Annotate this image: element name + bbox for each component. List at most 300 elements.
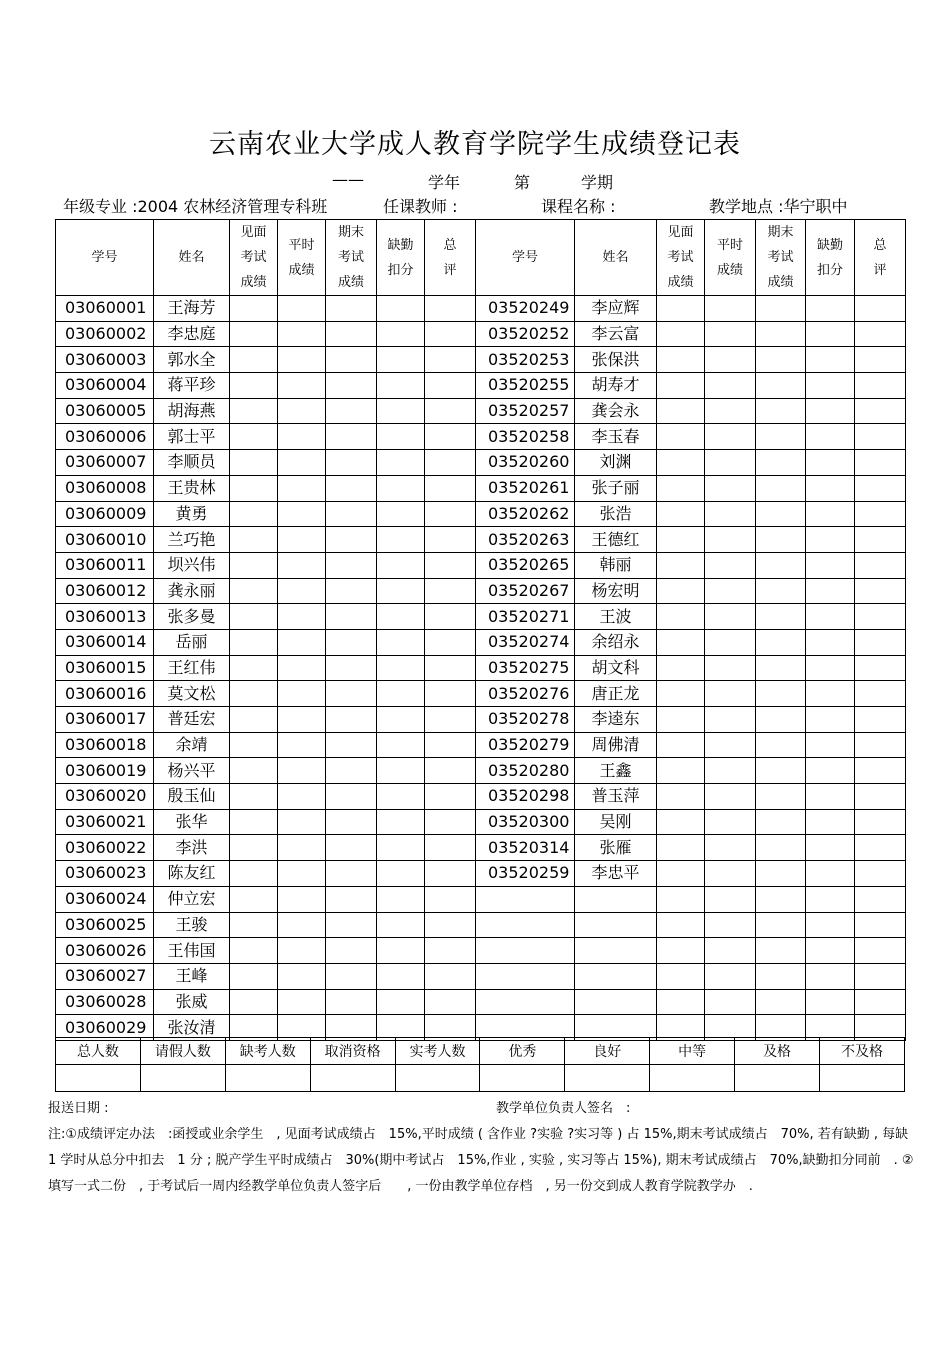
score-cell[interactable] [278, 963, 326, 989]
score-cell[interactable] [657, 963, 705, 989]
score-cell[interactable] [756, 398, 806, 424]
score-cell[interactable] [326, 578, 377, 604]
score-cell[interactable] [377, 989, 425, 1015]
course-label: 课程名称 : [541, 197, 616, 216]
score-cell[interactable] [705, 784, 756, 810]
score-cell[interactable] [326, 398, 377, 424]
score-cell[interactable] [705, 321, 756, 347]
score-cell[interactable] [657, 707, 705, 733]
score-cell[interactable] [278, 321, 326, 347]
score-cell[interactable] [705, 527, 756, 553]
score-cell[interactable] [230, 424, 278, 450]
score-cell[interactable] [230, 681, 278, 707]
score-cell[interactable] [806, 578, 855, 604]
score-cell[interactable] [855, 655, 906, 681]
score-cell[interactable] [657, 398, 705, 424]
score-cell[interactable] [278, 861, 326, 887]
score-cell[interactable] [657, 321, 705, 347]
score-cell[interactable] [806, 321, 855, 347]
score-cell[interactable] [230, 296, 278, 322]
score-cell[interactable] [278, 501, 326, 527]
score-cell[interactable] [278, 527, 326, 553]
score-cell[interactable] [705, 450, 756, 476]
score-cell[interactable] [657, 604, 705, 630]
score-cell[interactable] [756, 732, 806, 758]
score-cell[interactable] [425, 398, 476, 424]
score-cell[interactable] [705, 938, 756, 964]
score-cell[interactable] [806, 681, 855, 707]
student-name: 王波 [575, 604, 657, 630]
score-cell[interactable] [855, 527, 906, 553]
score-cell[interactable] [326, 963, 377, 989]
score-cell[interactable] [377, 835, 425, 861]
score-cell[interactable] [657, 938, 705, 964]
score-cell[interactable] [756, 963, 806, 989]
score-cell[interactable] [377, 527, 425, 553]
score-cell[interactable] [230, 861, 278, 887]
score-cell[interactable] [425, 655, 476, 681]
score-cell[interactable] [230, 347, 278, 373]
score-cell[interactable] [377, 912, 425, 938]
score-cell[interactable] [806, 861, 855, 887]
score-cell[interactable] [230, 475, 278, 501]
score-cell[interactable] [326, 835, 377, 861]
score-cell[interactable] [756, 501, 806, 527]
summary-value-cell[interactable] [565, 1065, 650, 1092]
score-cell[interactable] [756, 578, 806, 604]
score-cell[interactable] [756, 629, 806, 655]
score-cell[interactable] [326, 732, 377, 758]
score-cell[interactable] [657, 373, 705, 399]
score-cell[interactable] [705, 912, 756, 938]
score-cell[interactable] [377, 501, 425, 527]
score-cell[interactable] [855, 475, 906, 501]
student-id: 03520259 [476, 861, 575, 887]
score-cell[interactable] [705, 552, 756, 578]
score-cell[interactable] [657, 629, 705, 655]
score-cell[interactable] [425, 861, 476, 887]
score-cell[interactable] [377, 707, 425, 733]
score-cell[interactable] [657, 475, 705, 501]
score-cell[interactable] [377, 809, 425, 835]
score-cell[interactable] [278, 347, 326, 373]
score-cell[interactable] [278, 912, 326, 938]
summary-value-cell[interactable] [140, 1065, 225, 1092]
score-cell[interactable] [756, 424, 806, 450]
score-cell[interactable] [855, 963, 906, 989]
score-cell[interactable] [657, 296, 705, 322]
score-cell[interactable] [855, 629, 906, 655]
score-cell[interactable] [855, 578, 906, 604]
score-cell[interactable] [806, 398, 855, 424]
score-cell[interactable] [377, 629, 425, 655]
score-cell[interactable] [705, 475, 756, 501]
score-cell[interactable] [230, 707, 278, 733]
summary-value-cell[interactable] [650, 1065, 735, 1092]
score-cell[interactable] [657, 809, 705, 835]
score-cell[interactable] [657, 578, 705, 604]
score-cell[interactable] [326, 604, 377, 630]
score-cell[interactable] [278, 655, 326, 681]
score-cell[interactable] [756, 552, 806, 578]
score-cell[interactable] [756, 373, 806, 399]
score-cell[interactable] [278, 629, 326, 655]
score-cell[interactable] [278, 989, 326, 1015]
score-cell[interactable] [855, 552, 906, 578]
score-cell[interactable] [230, 835, 278, 861]
score-cell[interactable] [425, 989, 476, 1015]
score-cell[interactable] [425, 963, 476, 989]
score-cell[interactable] [425, 912, 476, 938]
score-cell[interactable] [326, 450, 377, 476]
score-cell[interactable] [425, 527, 476, 553]
score-cell[interactable] [230, 886, 278, 912]
score-cell[interactable] [326, 501, 377, 527]
score-cell[interactable] [425, 296, 476, 322]
score-cell[interactable] [377, 732, 425, 758]
score-cell[interactable] [806, 758, 855, 784]
score-cell[interactable] [855, 989, 906, 1015]
score-cell[interactable] [326, 809, 377, 835]
score-cell[interactable] [377, 861, 425, 887]
score-cell[interactable] [425, 347, 476, 373]
summary-value-cell[interactable] [225, 1065, 310, 1092]
score-cell[interactable] [705, 629, 756, 655]
score-cell[interactable] [377, 552, 425, 578]
score-cell[interactable] [855, 450, 906, 476]
summary-value-cell[interactable] [735, 1065, 820, 1092]
score-cell[interactable] [855, 398, 906, 424]
score-cell[interactable] [278, 604, 326, 630]
score-cell[interactable] [425, 784, 476, 810]
student-id: 03060014 [56, 629, 154, 655]
score-cell[interactable] [756, 989, 806, 1015]
score-cell[interactable] [377, 296, 425, 322]
score-cell[interactable] [806, 809, 855, 835]
location-label: 教学地点 :华宁职中 [709, 197, 848, 216]
score-cell[interactable] [326, 527, 377, 553]
score-cell[interactable] [425, 758, 476, 784]
score-cell[interactable] [855, 707, 906, 733]
score-cell[interactable] [657, 758, 705, 784]
score-cell[interactable] [326, 912, 377, 938]
score-cell[interactable] [377, 424, 425, 450]
score-cell[interactable] [230, 938, 278, 964]
score-cell[interactable] [855, 758, 906, 784]
score-cell[interactable] [278, 681, 326, 707]
score-cell[interactable] [806, 989, 855, 1015]
score-cell[interactable] [230, 552, 278, 578]
score-cell[interactable] [230, 732, 278, 758]
score-cell[interactable] [425, 604, 476, 630]
score-cell[interactable] [705, 347, 756, 373]
score-cell[interactable] [756, 758, 806, 784]
score-cell[interactable] [806, 501, 855, 527]
score-cell[interactable] [425, 809, 476, 835]
score-cell[interactable] [756, 655, 806, 681]
summary-value-cell[interactable] [820, 1065, 905, 1092]
score-cell[interactable] [278, 424, 326, 450]
score-cell[interactable] [657, 989, 705, 1015]
score-cell[interactable] [230, 501, 278, 527]
score-cell[interactable] [377, 681, 425, 707]
score-cell[interactable] [756, 347, 806, 373]
score-cell[interactable] [705, 835, 756, 861]
score-cell[interactable] [278, 578, 326, 604]
score-cell[interactable] [855, 809, 906, 835]
score-cell[interactable] [425, 938, 476, 964]
score-cell[interactable] [377, 321, 425, 347]
score-cell[interactable] [657, 912, 705, 938]
score-cell[interactable] [377, 373, 425, 399]
score-cell[interactable] [705, 963, 756, 989]
score-cell[interactable] [425, 732, 476, 758]
student-name: 王贵林 [154, 475, 230, 501]
score-cell[interactable] [806, 655, 855, 681]
table-row [56, 758, 906, 784]
score-cell[interactable] [377, 758, 425, 784]
score-cell[interactable] [377, 655, 425, 681]
score-cell[interactable] [326, 861, 377, 887]
summary-value-cell[interactable] [480, 1065, 565, 1092]
score-cell[interactable] [425, 835, 476, 861]
score-cell[interactable] [377, 963, 425, 989]
summary-pass: 及格 [735, 1038, 820, 1065]
score-cell[interactable] [425, 552, 476, 578]
score-cell[interactable] [705, 707, 756, 733]
score-cell[interactable] [377, 886, 425, 912]
score-cell[interactable] [806, 963, 855, 989]
score-cell[interactable] [705, 604, 756, 630]
score-cell[interactable] [278, 758, 326, 784]
score-cell[interactable] [705, 989, 756, 1015]
score-cell[interactable] [855, 347, 906, 373]
score-cell[interactable] [756, 604, 806, 630]
score-cell[interactable] [230, 373, 278, 399]
score-cell[interactable] [806, 784, 855, 810]
score-cell[interactable] [806, 527, 855, 553]
score-cell[interactable] [657, 681, 705, 707]
score-cell[interactable] [230, 809, 278, 835]
score-cell[interactable] [278, 707, 326, 733]
student-id: 03520314 [476, 835, 575, 861]
score-cell[interactable] [756, 938, 806, 964]
score-cell[interactable] [705, 758, 756, 784]
score-cell[interactable] [756, 835, 806, 861]
score-cell[interactable] [705, 681, 756, 707]
score-cell[interactable] [705, 861, 756, 887]
score-cell[interactable] [377, 347, 425, 373]
score-cell[interactable] [278, 373, 326, 399]
score-cell[interactable] [425, 707, 476, 733]
score-cell[interactable] [806, 835, 855, 861]
score-cell[interactable] [756, 527, 806, 553]
score-cell[interactable] [230, 527, 278, 553]
score-cell[interactable] [657, 784, 705, 810]
summary-value-cell[interactable] [310, 1065, 395, 1092]
score-cell[interactable] [278, 835, 326, 861]
score-cell[interactable] [326, 784, 377, 810]
score-cell[interactable] [855, 912, 906, 938]
score-cell[interactable] [425, 424, 476, 450]
score-cell[interactable] [230, 578, 278, 604]
score-cell[interactable] [855, 424, 906, 450]
score-cell[interactable] [278, 886, 326, 912]
score-cell[interactable] [855, 604, 906, 630]
score-cell[interactable] [326, 629, 377, 655]
score-cell[interactable] [705, 809, 756, 835]
score-cell[interactable] [806, 424, 855, 450]
score-cell[interactable] [230, 758, 278, 784]
score-cell[interactable] [806, 886, 855, 912]
score-cell[interactable] [855, 938, 906, 964]
score-cell[interactable] [326, 938, 377, 964]
score-cell[interactable] [657, 450, 705, 476]
score-cell[interactable] [425, 373, 476, 399]
score-cell[interactable] [705, 501, 756, 527]
score-cell[interactable] [806, 475, 855, 501]
score-cell[interactable] [657, 732, 705, 758]
score-cell[interactable] [806, 912, 855, 938]
score-cell[interactable] [855, 501, 906, 527]
score-cell[interactable] [230, 629, 278, 655]
score-cell[interactable] [705, 886, 756, 912]
score-cell[interactable] [425, 450, 476, 476]
score-cell[interactable] [855, 732, 906, 758]
score-cell[interactable] [806, 373, 855, 399]
score-cell[interactable] [278, 809, 326, 835]
score-cell[interactable] [230, 989, 278, 1015]
score-cell[interactable] [326, 989, 377, 1015]
score-cell[interactable] [705, 398, 756, 424]
score-cell[interactable] [657, 655, 705, 681]
score-cell[interactable] [278, 732, 326, 758]
score-cell[interactable] [705, 373, 756, 399]
score-cell[interactable] [278, 475, 326, 501]
score-cell[interactable] [326, 655, 377, 681]
score-cell[interactable] [230, 398, 278, 424]
score-cell[interactable] [230, 963, 278, 989]
student-id: 03060016 [56, 681, 154, 707]
score-cell[interactable] [278, 552, 326, 578]
score-cell[interactable] [230, 912, 278, 938]
score-cell[interactable] [326, 886, 377, 912]
score-cell[interactable] [855, 835, 906, 861]
score-cell[interactable] [377, 398, 425, 424]
score-cell[interactable] [326, 681, 377, 707]
score-cell[interactable] [657, 424, 705, 450]
score-cell[interactable] [377, 578, 425, 604]
score-cell[interactable] [855, 784, 906, 810]
score-cell[interactable] [705, 655, 756, 681]
score-cell[interactable] [657, 552, 705, 578]
score-cell[interactable] [278, 296, 326, 322]
score-cell[interactable] [425, 629, 476, 655]
score-cell[interactable] [230, 655, 278, 681]
score-cell[interactable] [756, 321, 806, 347]
score-cell[interactable] [756, 450, 806, 476]
score-cell[interactable] [377, 784, 425, 810]
score-cell[interactable] [278, 938, 326, 964]
score-cell[interactable] [756, 886, 806, 912]
score-cell[interactable] [326, 321, 377, 347]
score-cell[interactable] [855, 321, 906, 347]
score-cell[interactable] [657, 835, 705, 861]
score-cell[interactable] [377, 450, 425, 476]
score-cell[interactable] [855, 681, 906, 707]
score-cell[interactable] [806, 707, 855, 733]
score-cell[interactable] [806, 347, 855, 373]
score-cell[interactable] [230, 321, 278, 347]
score-cell[interactable] [657, 886, 705, 912]
score-cell[interactable] [756, 296, 806, 322]
score-cell[interactable] [705, 296, 756, 322]
score-cell[interactable] [756, 912, 806, 938]
summary-value-cell[interactable] [395, 1065, 480, 1092]
score-cell[interactable] [326, 347, 377, 373]
score-cell[interactable] [326, 373, 377, 399]
score-cell[interactable] [705, 424, 756, 450]
score-cell[interactable] [756, 809, 806, 835]
score-cell[interactable] [377, 938, 425, 964]
score-cell[interactable] [425, 501, 476, 527]
score-cell[interactable] [278, 450, 326, 476]
score-cell[interactable] [806, 938, 855, 964]
score-cell[interactable] [425, 681, 476, 707]
score-cell[interactable] [425, 886, 476, 912]
score-cell[interactable] [377, 604, 425, 630]
score-cell[interactable] [278, 398, 326, 424]
score-cell[interactable] [326, 296, 377, 322]
score-cell[interactable] [657, 501, 705, 527]
score-cell[interactable] [855, 296, 906, 322]
score-cell[interactable] [705, 732, 756, 758]
score-cell[interactable] [705, 578, 756, 604]
score-cell[interactable] [756, 681, 806, 707]
score-cell[interactable] [230, 604, 278, 630]
score-cell[interactable] [756, 707, 806, 733]
score-cell[interactable] [657, 347, 705, 373]
score-cell[interactable] [855, 886, 906, 912]
score-cell[interactable] [278, 784, 326, 810]
score-cell[interactable] [756, 784, 806, 810]
score-cell[interactable] [326, 552, 377, 578]
score-cell[interactable] [806, 552, 855, 578]
score-cell[interactable] [855, 373, 906, 399]
score-cell[interactable] [326, 424, 377, 450]
score-cell[interactable] [425, 578, 476, 604]
score-cell[interactable] [756, 861, 806, 887]
score-cell[interactable] [806, 450, 855, 476]
score-cell[interactable] [806, 604, 855, 630]
score-cell[interactable] [326, 475, 377, 501]
summary-value-cell[interactable] [56, 1065, 141, 1092]
score-cell[interactable] [230, 450, 278, 476]
score-cell[interactable] [657, 861, 705, 887]
score-cell[interactable] [326, 758, 377, 784]
score-cell[interactable] [855, 861, 906, 887]
score-cell[interactable] [756, 475, 806, 501]
score-cell[interactable] [326, 707, 377, 733]
score-cell[interactable] [377, 475, 425, 501]
score-cell[interactable] [806, 629, 855, 655]
score-cell[interactable] [657, 527, 705, 553]
score-cell[interactable] [425, 475, 476, 501]
score-cell[interactable] [425, 321, 476, 347]
score-cell[interactable] [806, 732, 855, 758]
score-cell[interactable] [230, 784, 278, 810]
score-cell[interactable] [806, 296, 855, 322]
